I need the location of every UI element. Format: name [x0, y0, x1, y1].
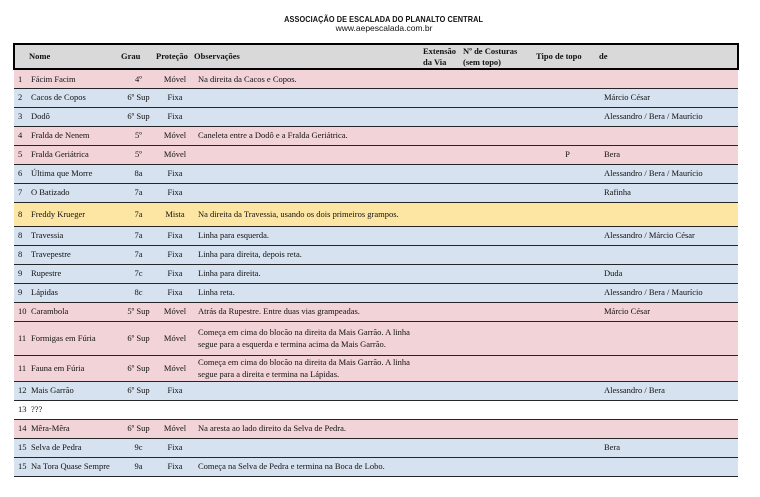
route-protection: Fixa	[156, 264, 194, 283]
route-bolt-count	[463, 126, 536, 145]
route-anchor-type	[536, 321, 599, 355]
route-number: 5	[14, 145, 29, 164]
route-name: Formigas em Fúria	[29, 321, 121, 355]
route-grade: 8a	[121, 164, 156, 183]
route-first-ascent	[599, 355, 738, 381]
route-protection: Fixa	[156, 226, 194, 245]
route-number: 13	[14, 400, 29, 419]
route-observations: Linha para esquerda.	[194, 226, 423, 245]
route-grade: 7a	[121, 226, 156, 245]
route-row	[14, 164, 738, 183]
route-number: 12	[14, 381, 29, 400]
route-length	[423, 321, 463, 355]
route-row	[14, 264, 738, 283]
route-observations: Linha para direita, depois reta.	[194, 245, 423, 264]
route-observations	[194, 164, 423, 183]
route-bolt-count	[463, 107, 536, 126]
route-observations: Linha reta.	[194, 283, 423, 302]
route-first-ascent: Duda	[599, 264, 738, 283]
route-anchor-type	[536, 457, 599, 476]
route-observations: Na aresta ao lado direito da Selva de Pedra.	[194, 419, 423, 438]
route-grade: 5º Sup	[121, 302, 156, 321]
route-number: 2	[14, 88, 29, 107]
route-first-ascent: Alessandro / Bera	[599, 381, 738, 400]
route-grade: 6º Sup	[121, 107, 156, 126]
route-protection: Fixa	[156, 164, 194, 183]
website-url: www.aepescalada.com.br	[335, 23, 433, 33]
route-length	[423, 88, 463, 107]
route-length	[423, 355, 463, 381]
route-row	[14, 202, 738, 226]
document-title-text: ASSOCIAÇÃO DE ESCALADA DO PLANALTO CENTRAL	[284, 14, 484, 24]
route-length	[423, 202, 463, 226]
route-name: Fauna em Fúria	[29, 355, 121, 381]
route-row	[14, 438, 738, 457]
route-bolt-count	[463, 245, 536, 264]
route-anchor-type	[536, 245, 599, 264]
route-protection: Móvel	[156, 145, 194, 164]
route-bolt-count	[463, 355, 536, 381]
route-row	[14, 302, 738, 321]
route-first-ascent	[599, 69, 738, 88]
routes-table	[13, 43, 739, 477]
observation-line: segue para a direita e termina na Lápidas.	[198, 369, 340, 379]
header-route-length	[423, 44, 463, 69]
route-row	[14, 183, 738, 202]
route-number: 6	[14, 164, 29, 183]
route-length	[423, 226, 463, 245]
route-grade: 4º	[121, 69, 156, 88]
route-grade: 6º Sup	[121, 419, 156, 438]
route-observations	[194, 88, 423, 107]
route-bolt-count	[463, 164, 536, 183]
route-row	[14, 107, 738, 126]
route-length	[423, 400, 463, 419]
route-grade: 7a	[121, 183, 156, 202]
route-number: 11	[14, 355, 29, 381]
route-grade: 9c	[121, 438, 156, 457]
route-number: 15	[14, 457, 29, 476]
header-bolt-count-line2: (sem topo)	[463, 56, 502, 67]
route-length	[423, 302, 463, 321]
route-row	[14, 245, 738, 264]
route-protection: Móvel	[156, 302, 194, 321]
route-anchor-type	[536, 88, 599, 107]
header-name: Nome	[29, 44, 121, 69]
route-anchor-type	[536, 419, 599, 438]
route-anchor-type	[536, 438, 599, 457]
route-length	[423, 438, 463, 457]
route-number: 10	[14, 302, 29, 321]
route-length	[423, 381, 463, 400]
route-name: Na Tora Quase Sempre	[29, 457, 121, 476]
route-grade	[121, 400, 156, 419]
route-row	[14, 457, 738, 476]
route-first-ascent	[599, 202, 738, 226]
route-bolt-count	[463, 183, 536, 202]
route-bolt-count	[463, 400, 536, 419]
route-protection	[156, 400, 194, 419]
route-row	[14, 226, 738, 245]
route-observations: Na direita da Travessia, usando os dois primeiros grampos.	[194, 202, 423, 226]
route-name: Mêra-Mêra	[29, 419, 121, 438]
route-length	[423, 283, 463, 302]
route-first-ascent	[599, 400, 738, 419]
route-grade: 8c	[121, 283, 156, 302]
route-grade: 6º Sup	[121, 321, 156, 355]
route-name: Travepestre	[29, 245, 121, 264]
route-grade: 6º Sup	[121, 381, 156, 400]
route-anchor-type	[536, 164, 599, 183]
header-number	[14, 44, 29, 69]
header-observations: Observações	[194, 44, 423, 69]
route-observations	[194, 183, 423, 202]
route-protection: Móvel	[156, 321, 194, 355]
route-name: Dodô	[29, 107, 121, 126]
route-anchor-type	[536, 355, 599, 381]
route-observations: Atrás da Rupestre. Entre duas vias grampeadas.	[194, 302, 423, 321]
route-name: Selva de Pedra	[29, 438, 121, 457]
route-protection: Fixa	[156, 107, 194, 126]
route-name: Fácim Facim	[29, 69, 121, 88]
header-bolt-count	[463, 44, 536, 69]
route-bolt-count	[463, 419, 536, 438]
route-row	[14, 126, 738, 145]
route-protection: Fixa	[156, 381, 194, 400]
route-number: 4	[14, 126, 29, 145]
route-first-ascent: Bera	[599, 438, 738, 457]
route-grade: 6º Sup	[121, 88, 156, 107]
route-anchor-type	[536, 107, 599, 126]
route-protection: Fixa	[156, 438, 194, 457]
route-bolt-count	[463, 283, 536, 302]
route-bolt-count	[463, 145, 536, 164]
route-protection: Móvel	[156, 126, 194, 145]
route-length	[423, 457, 463, 476]
route-observations	[194, 145, 423, 164]
route-grade: 6º Sup	[121, 355, 156, 381]
route-first-ascent: Alessandro / Bera / Maurício	[599, 164, 738, 183]
route-anchor-type	[536, 264, 599, 283]
route-grade: 5º	[121, 126, 156, 145]
route-protection: Fixa	[156, 183, 194, 202]
route-observations	[194, 107, 423, 126]
route-first-ascent: Rafinha	[599, 183, 738, 202]
route-bolt-count	[463, 264, 536, 283]
route-anchor-type	[536, 183, 599, 202]
route-number: 8	[14, 226, 29, 245]
route-length	[423, 69, 463, 88]
header-anchor-type: Tipo de topo	[536, 44, 599, 69]
route-number: 7	[14, 183, 29, 202]
table-header-row	[14, 44, 738, 69]
route-observations	[194, 381, 423, 400]
route-row	[14, 321, 738, 355]
route-name: Freddy Krueger	[29, 202, 121, 226]
route-number: 9	[14, 283, 29, 302]
route-row	[14, 145, 738, 164]
route-number: 3	[14, 107, 29, 126]
route-first-ascent: Alessandro / Bera / Maurício	[599, 107, 738, 126]
route-observations: Linha para direita.	[194, 264, 423, 283]
route-bolt-count	[463, 226, 536, 245]
route-name: Lápidas	[29, 283, 121, 302]
route-anchor-type	[536, 126, 599, 145]
route-name: Fralda Geriátrica	[29, 145, 121, 164]
route-bolt-count	[463, 69, 536, 88]
header-route-length-line1: Extensão	[423, 46, 457, 57]
header-first-ascent: de	[599, 44, 738, 69]
route-number: 8	[14, 202, 29, 226]
route-name: Carambola	[29, 302, 121, 321]
route-first-ascent	[599, 419, 738, 438]
observation-line: Começa em cima do blocão na direita da Mais Garrão. A linha	[198, 327, 410, 337]
route-anchor-type	[536, 283, 599, 302]
route-protection: Móvel	[156, 419, 194, 438]
route-name: Última que Morre	[29, 164, 121, 183]
route-name: Travessia	[29, 226, 121, 245]
route-first-ascent: Alessandro / Bera / Maurício	[599, 283, 738, 302]
header-route-length-line2: da Via	[423, 56, 447, 67]
route-length	[423, 245, 463, 264]
route-protection: Fixa	[156, 457, 194, 476]
route-length	[423, 126, 463, 145]
route-row	[14, 400, 738, 419]
route-length	[423, 164, 463, 183]
route-row	[14, 283, 738, 302]
route-length	[423, 107, 463, 126]
route-grade: 7a	[121, 245, 156, 264]
route-observations	[194, 438, 423, 457]
route-name: ???	[29, 400, 121, 419]
route-protection: Fixa	[156, 283, 194, 302]
route-observations	[194, 355, 423, 381]
route-first-ascent: Márcio César	[599, 88, 738, 107]
route-grade: 9a	[121, 457, 156, 476]
route-row	[14, 355, 738, 381]
route-length	[423, 264, 463, 283]
route-name: Mais Garrão	[29, 381, 121, 400]
route-number: 11	[14, 321, 29, 355]
route-bolt-count	[463, 302, 536, 321]
route-observations	[194, 400, 423, 419]
route-name: Fralda de Nenem	[29, 126, 121, 145]
route-bolt-count	[463, 88, 536, 107]
route-observations	[194, 321, 423, 355]
route-anchor-type: P	[536, 145, 599, 164]
route-bolt-count	[463, 438, 536, 457]
header-protection: Proteção	[156, 44, 194, 69]
route-bolt-count	[463, 457, 536, 476]
route-number: 15	[14, 438, 29, 457]
observation-line: Começa em cima do blocão na direita da Mais Garrão. A linha	[198, 357, 410, 367]
route-number: 1	[14, 69, 29, 88]
header-bolt-count-line1: Nº de Costuras	[463, 46, 518, 57]
route-first-ascent: Bera	[599, 145, 738, 164]
route-length	[423, 183, 463, 202]
route-protection: Móvel	[156, 69, 194, 88]
route-grade: 7a	[121, 202, 156, 226]
route-anchor-type	[536, 381, 599, 400]
route-number: 8	[14, 245, 29, 264]
header-grade: Grau	[121, 44, 156, 69]
route-number: 14	[14, 419, 29, 438]
route-grade: 7c	[121, 264, 156, 283]
route-anchor-type	[536, 400, 599, 419]
route-grade: 5º	[121, 145, 156, 164]
route-first-ascent: Alessandro / Márcio César	[599, 226, 738, 245]
route-protection: Fixa	[156, 88, 194, 107]
route-first-ascent: Márcio César	[599, 302, 738, 321]
route-observations: Começa na Selva de Pedra e termina na Boca de Lobo.	[194, 457, 423, 476]
route-first-ascent	[599, 245, 738, 264]
route-bolt-count	[463, 381, 536, 400]
route-name: Cacos de Copos	[29, 88, 121, 107]
route-protection: Móvel	[156, 355, 194, 381]
route-row	[14, 88, 738, 107]
route-row	[14, 381, 738, 400]
route-bolt-count	[463, 321, 536, 355]
route-first-ascent	[599, 126, 738, 145]
route-bolt-count	[463, 202, 536, 226]
route-protection: Fixa	[156, 245, 194, 264]
route-name: Rupestre	[29, 264, 121, 283]
route-anchor-type	[536, 302, 599, 321]
route-observations: Na direita da Cacos e Copos.	[194, 69, 423, 88]
route-number: 9	[14, 264, 29, 283]
route-row	[14, 419, 738, 438]
route-anchor-type	[536, 69, 599, 88]
observation-line: segue para a esquerda e termina acima da Mais Garrão.	[198, 339, 386, 349]
route-name: O Batizado	[29, 183, 121, 202]
route-anchor-type	[536, 202, 599, 226]
route-first-ascent	[599, 457, 738, 476]
route-protection: Mista	[156, 202, 194, 226]
route-anchor-type	[536, 226, 599, 245]
route-length	[423, 145, 463, 164]
route-observations: Caneleta entre a Dodô e a Fralda Geriátrica.	[194, 126, 423, 145]
route-first-ascent	[599, 321, 738, 355]
route-length	[423, 419, 463, 438]
route-row	[14, 69, 738, 88]
